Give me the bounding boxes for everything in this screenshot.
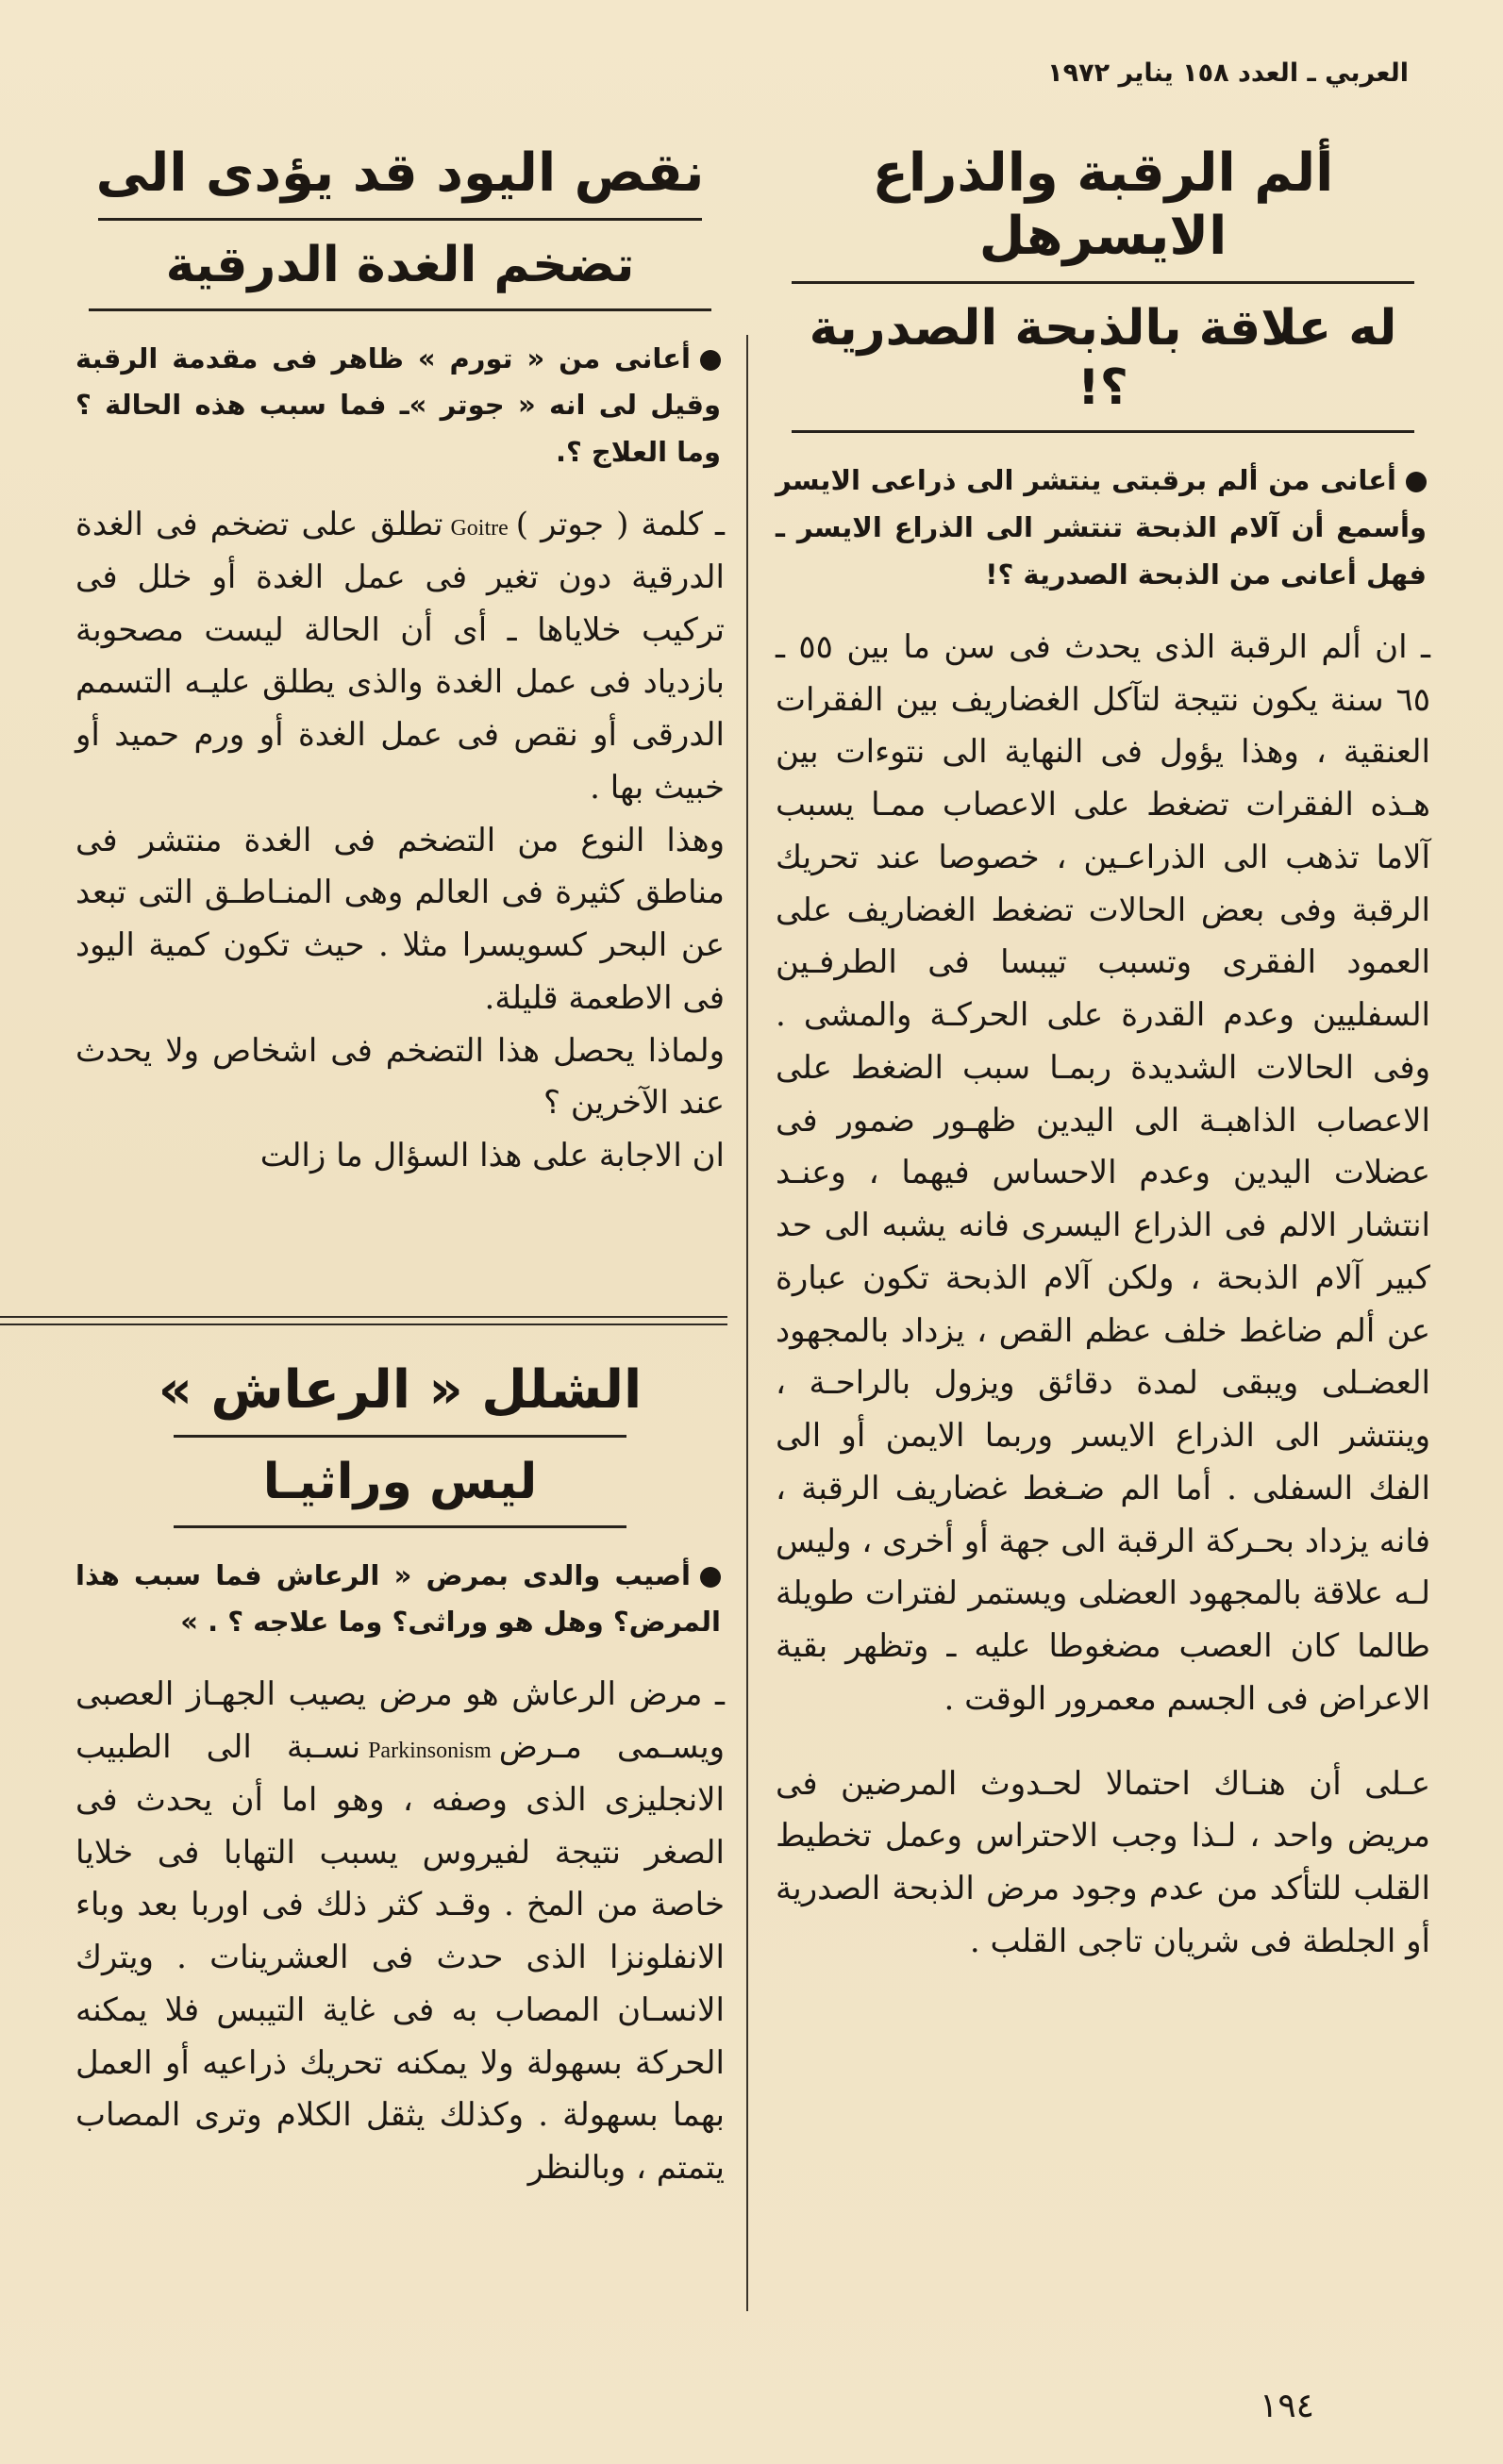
title-rule [174, 1525, 626, 1528]
answer-paragraph: ـ كلمة ( جوتر )Goitreتطلق على تضخم فى الغدة الدرقية دون تغير فى عمل الغدة أو خلل فى تركيب خلاياها ـ أى أن الحالة ليست مصحوبة بازدياد فى عمل الغدة والذى يطلق عليـه التسمم الدرقى أو نقص فى عمل الغدة أو ورم حميد أو خبيث بها . [75, 506, 726, 807]
section-separator [0, 1324, 727, 1325]
reader-question [776, 458, 1430, 599]
question-text: أعانى من « تورم » ظاهر فى مقدمة الرقبة وقيل لى انه « جوتر »ـ فما سبب هذه الحالة ؟ وما العلاج ؟. [75, 341, 721, 469]
answer-paragraph: ـ ان ألم الرقبة الذى يحدث فى سن ما بين ٥٥ ـ ٦٥ سنة يكون نتيجة لتآكل الغضاريف بين الفقرات العنقية ، وهذا يؤول فى النهاية الى نتوءات بين هـذه الفقرات تضغط على الاعصاب ممـا يسبب آلاما تذهب الى الذراعـين ، خصوصا عند تحريك الرقبة وفى بعض الحالات تضغط الغضاريف على العمود الفقرى وتسبب تيبسا فى الطرفـين السفليين وعدم القدرة على الحركـة والمشى . وفى الحالات الشديدة ربمـا سبب الضغط على الاعصاب الذاهبـة الى اليدين ظهـور ضمور فى عضلات اليدين وعدم الاحساس فيهما ، وعنـد انتشار الالم فى الذراع اليسرى فانه يشبه الى حد كبير آلام الذبحة ، ولكن آلام الذبحة تكون عبارة عن ألم ضاغط خلف عظم القص ، يزداد بالمجهود العضـلى ويبقى لمدة دقائق ويزول بالراحـة ، وينتشر الى الذراع الايسر وربما الايمن أو الى الفك السفلى . أما الم ضـغط غضاريف الرقبة ، فانه يزداد بحـركة الرقبة الى جهة أو أخرى ، وليس لـه علاقة بالمجهود العضلى ويستمر لفترات طويلة طالما كان العصب مضغوطا عليه ـ وتظهر بقية الاعراض فى الجسم معمرور الوقت . [776, 627, 1430, 1718]
article-title-line2: له علاقة بالذبحة الصدرية ؟! [809, 300, 1397, 416]
article-title-line1: ألم الرقبة والذراع الايسرهل [872, 142, 1334, 268]
answer-body [75, 1669, 725, 2195]
page-number: ١٩٤ [1259, 2387, 1314, 2425]
article-title-line2: ليس وراثيـا [262, 1454, 538, 1511]
title-rule [792, 281, 1414, 284]
answer-body [75, 499, 725, 1183]
title-rule [792, 430, 1414, 433]
answer-paragraph: عـلى أن هنـاك احتمالا لحـدوث المرضين فى مريض واحد ، لـذا وجب الاحتراس وعمل تخطيط القلب للتأكد من عدم وجود مرض الذبحة الصدرية أو الجلطة فى شريان تاجى القلب . [776, 1764, 1430, 1960]
answer-paragraph: ولماذا يحصل هذا التضخم فى اشخاص ولا يحدث عند الآخرين ؟ [75, 1031, 725, 1123]
article-title-line2: تضخم الغدة الدرقية [165, 237, 635, 294]
reader-question [75, 1553, 725, 1647]
latin-term: Parkinsonism [368, 1739, 492, 1764]
running-head: العربي ـ العدد ١٥٨ يناير ١٩٧٢ [1047, 58, 1409, 88]
latin-term: Goitre [450, 516, 509, 541]
question-text: أعانى من ألم برقبتى ينتشر الى ذراعى الايسر وأسمع أن آلام الذبحة تنتشر الى الذراع الايسر ـ فهل أعانى من الذبحة الصدرية ؟! [776, 464, 1427, 591]
section-separator [0, 1316, 727, 1318]
question-text: أصيب والدى بمرض « الرعاش فما سبب هذا المرض؟ وهل هو وراثى؟ وما علاجه ؟ . » [75, 1558, 721, 1639]
article-title-line1: الشلل « الرعاش » [158, 1359, 643, 1421]
reader-question [75, 336, 725, 477]
answer-body [776, 622, 1430, 1969]
column-divider [746, 335, 748, 2311]
bullet-icon [700, 350, 721, 371]
title-rule [174, 1435, 626, 1438]
title-rule [89, 308, 711, 311]
article-iodine-goitre [75, 142, 725, 1183]
article-title-line1: نقص اليود قد يؤدى الى [95, 142, 705, 204]
article-neck-arm-pain [776, 142, 1430, 1969]
article-parkinson [75, 1358, 725, 2195]
answer-paragraph: ـ مرض الرعاش هو مرض يصيب الجهـاز العصبى ويسـمى مـرضParkinsonismنسـبة الى الطبيب الانجليزى الذى وصفه ، وهو اما أن يحدث فى الصغر نتيجة لفيروس يسبب التهابا فى خلايا خاصة من المخ . وقـد كثر ذلك فى اوربا بعد وباء الانفلونزا الذى حدث فى العشرينات . ويترك الانسـان المصاب به فى غاية التيبس فلا يمكنه الحركة بسهولة ولا يمكنه تحريك ذراعيه أو العمل بهما بسهولة . وكذلك يثقل الكلام وترى المصاب يتمتم ، وبالنظر [75, 1675, 726, 2188]
title-rule [98, 218, 702, 221]
answer-paragraph: ان الاجابة على هذا السؤال ما زالت [259, 1137, 725, 1175]
bullet-icon [1406, 472, 1427, 492]
bullet-icon [700, 1567, 721, 1588]
answer-paragraph: وهذا النوع من التضخم فى الغدة منتشر فى مناطق كثيرة فى العالم وهى المنـاطـق التى تبعد عن البحر كسويسرا مثلا . حيث تكون كمية اليود فى الاطعمة قليلة. [75, 821, 725, 1017]
